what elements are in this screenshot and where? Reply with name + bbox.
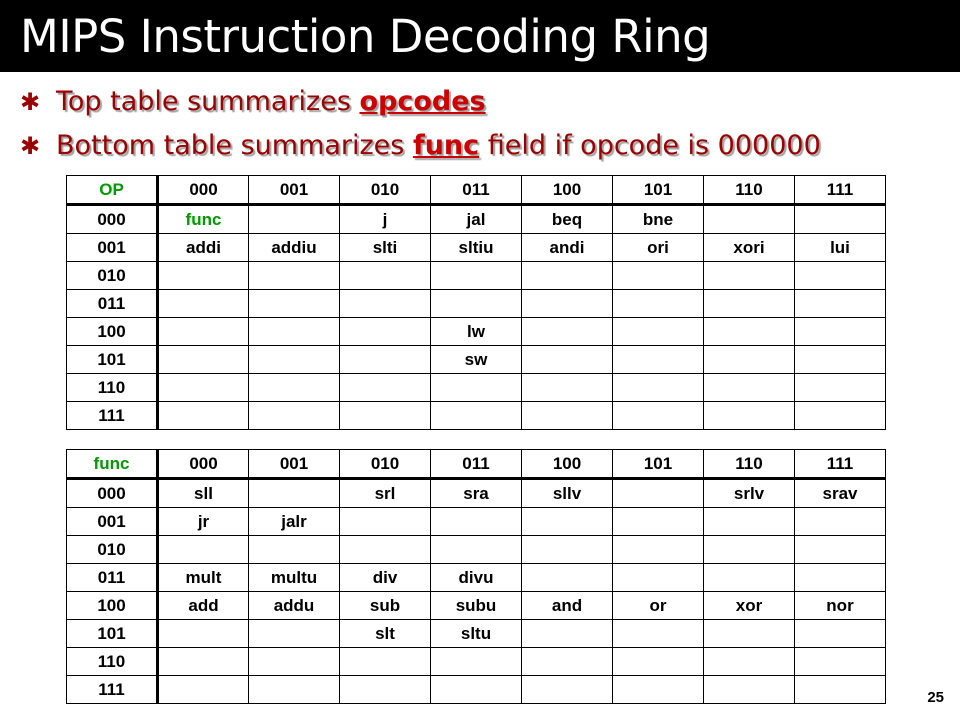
- table-cell: [613, 536, 704, 564]
- title-bar: [0, 0, 960, 72]
- table-cell: sllv: [522, 479, 613, 508]
- table-row: [67, 234, 886, 262]
- table-cell: [158, 262, 249, 290]
- row-header: 001: [67, 234, 158, 262]
- table-cell: [340, 262, 431, 290]
- table-cell: or: [613, 592, 704, 620]
- table-cell: [704, 648, 795, 676]
- table-row: [67, 402, 886, 430]
- row-header: 111: [67, 402, 158, 430]
- table-cell: [249, 205, 340, 234]
- column-header: 111: [795, 176, 886, 205]
- row-header: 010: [67, 536, 158, 564]
- table-cell: sw: [431, 346, 522, 374]
- row-header: 100: [67, 592, 158, 620]
- row-header: 101: [67, 620, 158, 648]
- table-cell: [249, 676, 340, 704]
- table-cell: addi: [158, 234, 249, 262]
- table-cell: [522, 318, 613, 346]
- table-cell: [431, 402, 522, 430]
- table-cell: add: [158, 592, 249, 620]
- table-cell: [613, 290, 704, 318]
- row-header: 000: [67, 205, 158, 234]
- column-header: 000: [158, 450, 249, 479]
- table-cell: [158, 374, 249, 402]
- row-header: 111: [67, 676, 158, 704]
- table-cell: [522, 536, 613, 564]
- table-cell: [249, 479, 340, 508]
- column-header: 001: [249, 176, 340, 205]
- table-header-row: [67, 176, 886, 205]
- table-cell: lw: [431, 318, 522, 346]
- row-header: 101: [67, 346, 158, 374]
- table-cell: [522, 620, 613, 648]
- table-cell: lui: [795, 234, 886, 262]
- table-cell: addu: [249, 592, 340, 620]
- table-row: [67, 318, 886, 346]
- bullet-text-suffix: field if opcode is 000000: [479, 130, 821, 161]
- table-cell: xor: [704, 592, 795, 620]
- table-cell: [522, 346, 613, 374]
- table-cell: [704, 262, 795, 290]
- table-cell: [431, 374, 522, 402]
- column-header: 111: [795, 450, 886, 479]
- func-table: [66, 449, 886, 704]
- table-cell: and: [522, 592, 613, 620]
- table-cell: [158, 536, 249, 564]
- table-cell: [795, 536, 886, 564]
- table-header-row: [67, 450, 886, 479]
- table-cell: [704, 620, 795, 648]
- asterisk-bullet-icon: ✱: [20, 132, 41, 160]
- page-number: 25: [927, 689, 944, 706]
- table-cell: [704, 402, 795, 430]
- column-header: 010: [340, 176, 431, 205]
- table-cell: [249, 536, 340, 564]
- table-cell: [704, 536, 795, 564]
- column-header: 001: [249, 450, 340, 479]
- table-cell: ori: [613, 234, 704, 262]
- table-cell: [431, 508, 522, 536]
- table-cell: [340, 374, 431, 402]
- table-cell: [522, 564, 613, 592]
- table-cell: [249, 402, 340, 430]
- bullet-item: [20, 80, 940, 124]
- column-header: 100: [522, 176, 613, 205]
- table-cell: j: [340, 205, 431, 234]
- table-cell: [340, 536, 431, 564]
- table-cell: divu: [431, 564, 522, 592]
- table-cell: jal: [431, 205, 522, 234]
- table-cell: andi: [522, 234, 613, 262]
- table-row: [67, 676, 886, 704]
- table-cell: [613, 262, 704, 290]
- table-cell: bne: [613, 205, 704, 234]
- table-cell: [158, 402, 249, 430]
- column-header: 110: [704, 176, 795, 205]
- opcode-table: [66, 175, 886, 430]
- table-cell: [431, 536, 522, 564]
- slide-title: MIPS Instruction Decoding Ring: [20, 10, 711, 63]
- table-cell: [613, 374, 704, 402]
- table-row: [67, 536, 886, 564]
- table-cell: [613, 620, 704, 648]
- table-cell: sub: [340, 592, 431, 620]
- bullet-text: Top table summarizes: [56, 86, 360, 117]
- table-cell: sra: [431, 479, 522, 508]
- table-cell: [340, 508, 431, 536]
- row-header: 001: [67, 508, 158, 536]
- table-cell: [249, 290, 340, 318]
- table-cell: [704, 318, 795, 346]
- table-cell: [340, 290, 431, 318]
- table-cell: xori: [704, 234, 795, 262]
- table-cell: [795, 290, 886, 318]
- table-cell: [340, 676, 431, 704]
- table-cell: [158, 676, 249, 704]
- table-cell: [522, 290, 613, 318]
- table-cell: [795, 508, 886, 536]
- table-cell: [704, 564, 795, 592]
- table-cell: srav: [795, 479, 886, 508]
- table-cell: [249, 318, 340, 346]
- table-cell: [613, 318, 704, 346]
- table-cell: [704, 346, 795, 374]
- table-cell: [249, 620, 340, 648]
- table-cell: [249, 346, 340, 374]
- table-cell: [522, 648, 613, 676]
- table-cell: [704, 205, 795, 234]
- asterisk-bullet-icon: ✱: [20, 88, 41, 116]
- table-cell: [613, 508, 704, 536]
- table-cell: [522, 676, 613, 704]
- table-cell: [340, 346, 431, 374]
- column-header: 101: [613, 450, 704, 479]
- table-cell: [795, 620, 886, 648]
- table-cell: jr: [158, 508, 249, 536]
- table-cell: [158, 318, 249, 346]
- table-cell: sltu: [431, 620, 522, 648]
- table-cell: [431, 290, 522, 318]
- table-row: [67, 205, 886, 234]
- table-cell: [158, 290, 249, 318]
- row-header: 100: [67, 318, 158, 346]
- table-row: [67, 262, 886, 290]
- table-cell: div: [340, 564, 431, 592]
- column-header: 011: [431, 450, 522, 479]
- table-row: [67, 479, 886, 508]
- table-cell: [613, 479, 704, 508]
- table-cell: nor: [795, 592, 886, 620]
- column-header: 011: [431, 176, 522, 205]
- table-cell: [522, 374, 613, 402]
- table-cell: [522, 508, 613, 536]
- table-cell: [431, 676, 522, 704]
- table-cell: [613, 402, 704, 430]
- column-header: 101: [613, 176, 704, 205]
- table-row: [67, 374, 886, 402]
- table-cell: [795, 402, 886, 430]
- table-row: [67, 346, 886, 374]
- table-row: [67, 508, 886, 536]
- table-cell: [613, 648, 704, 676]
- table-row: [67, 648, 886, 676]
- table-row: [67, 290, 886, 318]
- table-cell: [795, 205, 886, 234]
- table-cell: [340, 648, 431, 676]
- row-header: 110: [67, 374, 158, 402]
- bullet-keyword: opcodes: [359, 86, 486, 117]
- table-cell: [249, 262, 340, 290]
- table-cell: [704, 374, 795, 402]
- table-cell: addiu: [249, 234, 340, 262]
- table-cell: [340, 402, 431, 430]
- table-cell: [613, 564, 704, 592]
- table-cell: subu: [431, 592, 522, 620]
- table-cell: [158, 346, 249, 374]
- table-cell: [795, 374, 886, 402]
- table-cell: jalr: [249, 508, 340, 536]
- table-row: [67, 592, 886, 620]
- table-cell: slti: [340, 234, 431, 262]
- bullet-keyword: func: [412, 130, 480, 161]
- table-cell: srl: [340, 479, 431, 508]
- table-cell: [249, 374, 340, 402]
- table-cell: [795, 318, 886, 346]
- table-cell: [704, 508, 795, 536]
- table-cell: [795, 346, 886, 374]
- table-cell: mult: [158, 564, 249, 592]
- table-cell: func: [158, 205, 249, 234]
- row-header: 011: [67, 290, 158, 318]
- table-cell: [795, 564, 886, 592]
- row-header: 010: [67, 262, 158, 290]
- table-cell: [431, 262, 522, 290]
- table-corner-label: OP: [67, 176, 158, 205]
- column-header: 010: [340, 450, 431, 479]
- bullet-list: [20, 80, 940, 168]
- table-cell: [158, 648, 249, 676]
- row-header: 011: [67, 564, 158, 592]
- table-cell: srlv: [704, 479, 795, 508]
- table-cell: slt: [340, 620, 431, 648]
- table-row: [67, 620, 886, 648]
- table-cell: multu: [249, 564, 340, 592]
- bullet-item: [20, 124, 940, 168]
- table-cell: [431, 648, 522, 676]
- column-header: 100: [522, 450, 613, 479]
- table-cell: [704, 676, 795, 704]
- column-header: 110: [704, 450, 795, 479]
- table-row: [67, 564, 886, 592]
- table-cell: [340, 318, 431, 346]
- bullet-text: Bottom table summarizes: [56, 130, 413, 161]
- table-cell: [795, 262, 886, 290]
- table-corner-label: func: [67, 450, 158, 479]
- table-cell: beq: [522, 205, 613, 234]
- table-cell: [249, 648, 340, 676]
- table-cell: [795, 676, 886, 704]
- table-cell: [613, 346, 704, 374]
- table-cell: [158, 620, 249, 648]
- table-cell: [613, 676, 704, 704]
- table-cell: [704, 290, 795, 318]
- column-header: 000: [158, 176, 249, 205]
- table-cell: sll: [158, 479, 249, 508]
- table-cell: [522, 262, 613, 290]
- table-cell: [522, 402, 613, 430]
- table-cell: sltiu: [431, 234, 522, 262]
- row-header: 110: [67, 648, 158, 676]
- row-header: 000: [67, 479, 158, 508]
- table-cell: [795, 648, 886, 676]
